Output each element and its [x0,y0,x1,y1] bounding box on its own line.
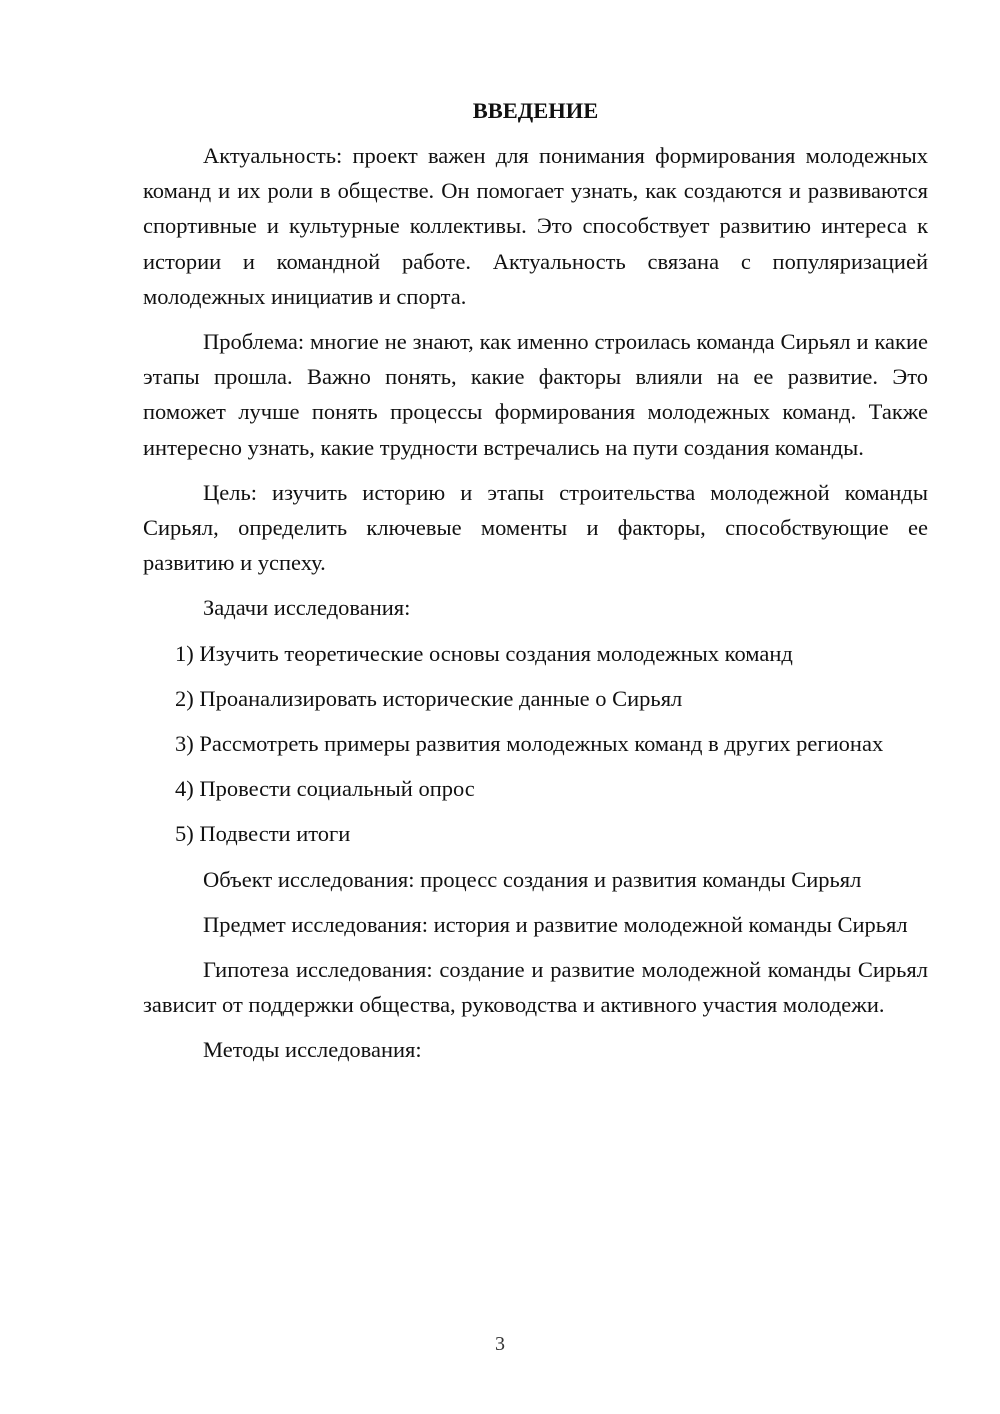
document-page [143,96,928,1078]
list-item: 2) Проанализировать исторические данные о Сирьял [175,685,683,711]
goal-paragraph: Цель: изучить историю и этапы строительства молодежной команды Сирьял, определить ключевые моменты и факторы, способствующие ее развитию и успеху. [143,479,928,576]
list-item: 5) Подвести итоги [175,821,351,847]
list-item: 4) Провести социальный опрос [175,776,475,802]
object-paragraph: Объект исследования: процесс создания и развития команды Сирьял [203,866,862,892]
hypothesis-paragraph: Гипотеза исследования: создание и развитие молодежной команды Сирьял зависит от поддержки общества, руководства и активного участия молодежи. [143,957,928,1018]
tasks-list [143,636,928,852]
tasks-heading: Задачи исследования: [203,595,411,621]
list-item: 3) Рассмотреть примеры развития молодежных команд в других регионах [175,731,884,757]
section-title: ВВЕДЕНИЕ [472,98,599,123]
page-number: 3 [495,1333,505,1355]
subject-paragraph: Предмет исследования: история и развитие молодежной команды Сирьял [203,911,908,937]
list-item: 1) Изучить теоретические основы создания молодежных команд [175,640,793,666]
relevance-paragraph: Актуальность: проект важен для понимания формирования молодежных команд и их роли в обществе. Он помогает узнать, как создаются и развиваются спортивные и культурные коллективы. Это способствует развитию интереса к истории и командной работе. Актуальность связана с популяризацией молодежных инициатив и спорта. [143,143,928,309]
problem-paragraph: Проблема: многие не знают, как именно строилась команда Сирьял и какие этапы прошла. Важно понять, какие факторы влияли на ее развитие. Это поможет лучше понять процессы формирования молодежных команд. Также интересно узнать, какие трудности встречались на пути создания команды. [143,329,928,460]
methods-heading: Методы исследования: [203,1037,422,1063]
